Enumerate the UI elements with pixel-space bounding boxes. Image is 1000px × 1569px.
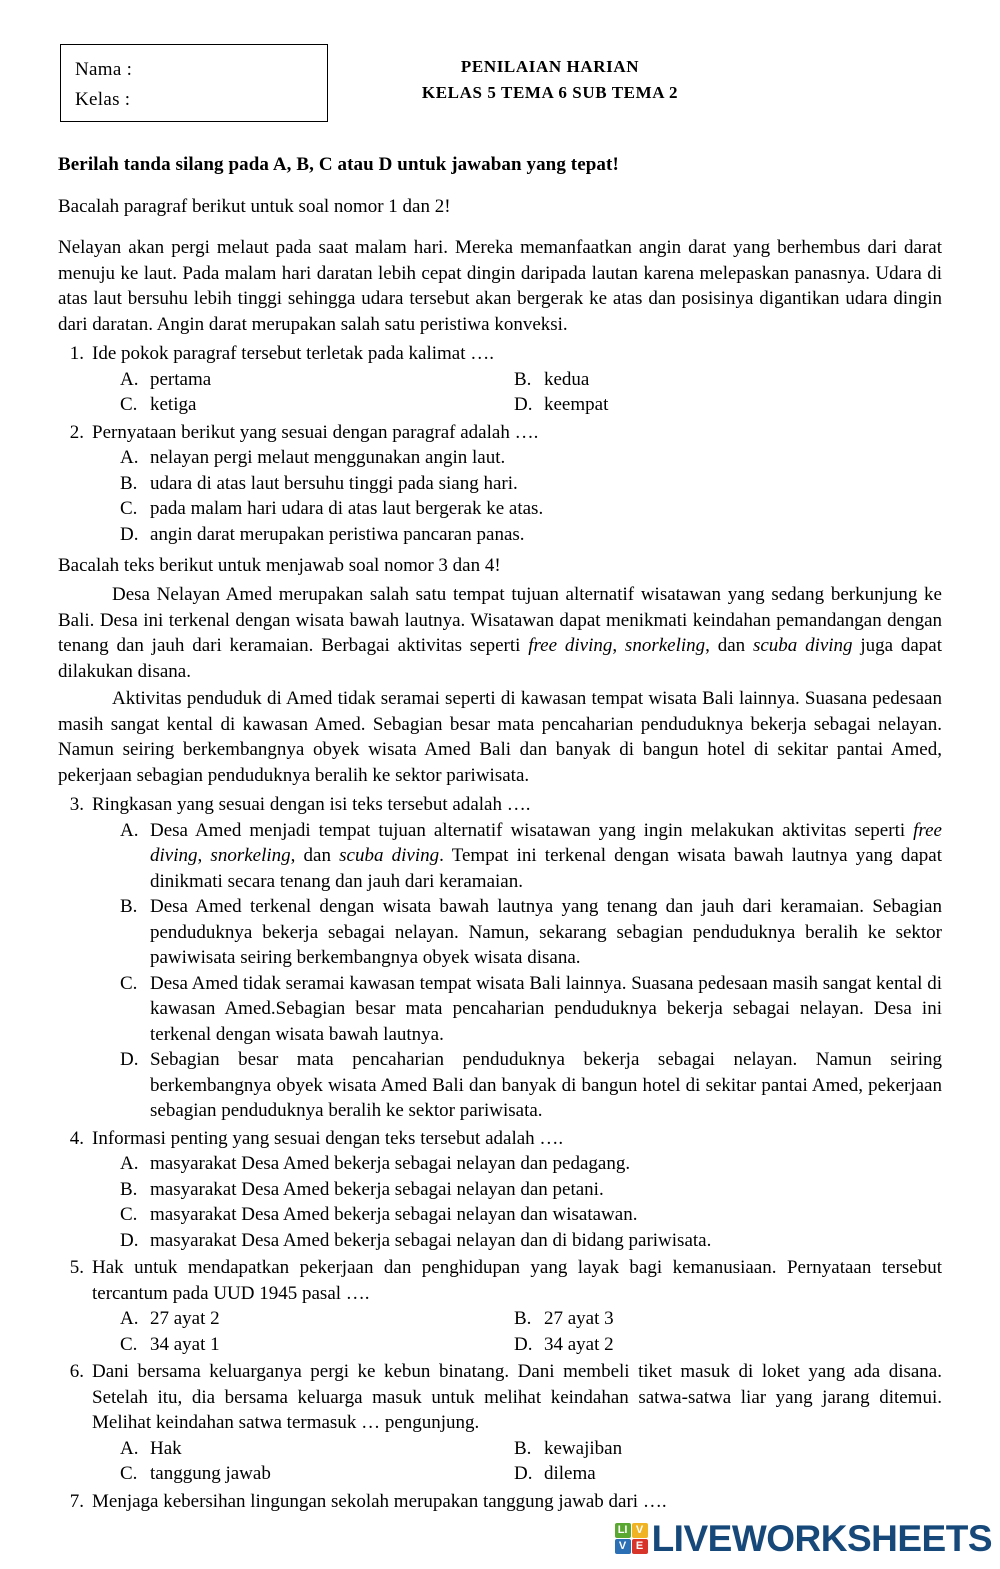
passage1-body: Nelayan akan pergi melaut pada saat malam hari. Mereka memanfaatkan angin darat yang berhembus dari darat menuju ke laut. Pada malam hari daratan lebih cepat dingin daripada lautan karena melepaskan panasnya. Udara di atas laut bersuhu lebih tinggi sehingga udara tersebut akan bergerak ke atas dan posisinya digantikan udara dingin dari daratan. Angin darat merupakan salah satu peristiwa konveksi. — [58, 237, 942, 335]
option-text: masyarakat Desa Amed bekerja sebagai nelayan dan wisatawan. — [150, 1204, 638, 1225]
option-letter: D. — [514, 394, 533, 415]
option-a[interactable] — [120, 367, 514, 393]
option-letter: A. — [120, 1308, 139, 1329]
option-d[interactable] — [514, 392, 942, 418]
option-a[interactable] — [120, 1436, 514, 1462]
question-6 — [58, 1359, 942, 1487]
option-letter: D. — [120, 523, 139, 545]
worksheet-page — [0, 44, 1000, 1569]
question-number: 4. — [69, 1127, 84, 1149]
option-a[interactable] — [120, 445, 942, 471]
question-text: Dani bersama keluarganya pergi ke kebun binatang. Dani membeli tiket masuk di loket yang ada disana. Setelah itu, dia bersama keluarga masuk untuk melihat keindahan satwa-satwa liar yang jarang ditemui. Melihat keindahan satwa termasuk … pengunjung. — [92, 1361, 942, 1433]
option-letter: C. — [120, 1333, 138, 1355]
option-b[interactable] — [120, 1177, 942, 1203]
option-d[interactable] — [514, 1461, 942, 1487]
option-text: nelayan pergi melaut menggunakan angin laut. — [150, 447, 506, 468]
option-c[interactable] — [120, 496, 942, 522]
question-number: 7. — [69, 1490, 84, 1512]
question-2 — [58, 420, 942, 548]
logo-tile-e: E — [632, 1539, 648, 1554]
option-text: keempat — [544, 394, 609, 415]
question-number: 3. — [69, 794, 84, 815]
passage1-lead: Bacalah paragraf berikut untuk soal nomor 1 dan 2! — [58, 196, 451, 217]
option-letter: C. — [120, 1204, 138, 1225]
logo-tile-li: LI — [615, 1523, 631, 1538]
question-3 — [58, 792, 942, 1124]
option-text: udara di atas laut bersuhu tinggi pada siang hari. — [150, 472, 518, 494]
option-letter: C. — [120, 1463, 138, 1484]
option-group — [120, 1436, 942, 1487]
option-letter: A. — [120, 447, 139, 468]
option-letter: D. — [120, 1229, 139, 1251]
option-letter: D. — [120, 1049, 139, 1070]
option-letter: B. — [514, 1308, 532, 1329]
liveworksheets-mark-icon — [615, 1523, 648, 1554]
logo-tile-i: V — [632, 1523, 648, 1538]
option-b[interactable] — [514, 1306, 942, 1332]
option-letter: A. — [120, 819, 139, 841]
option-letter: B. — [120, 896, 138, 917]
name-field-row[interactable] — [75, 55, 327, 85]
question-text: Ide pokok paragraf tersebut terletak pada kalimat …. — [92, 343, 494, 364]
option-b[interactable] — [120, 894, 942, 971]
passage2-p1-mid1: , — [612, 635, 625, 656]
option-b[interactable] — [514, 1436, 942, 1462]
option-c[interactable] — [120, 1202, 942, 1228]
option-text: ketiga — [150, 394, 197, 415]
question-1 — [58, 341, 942, 418]
option-text: tanggung jawab — [150, 1463, 271, 1484]
option-letter: B. — [514, 368, 532, 390]
passage2-p1-mid2: , dan — [705, 635, 753, 656]
option-text: kedua — [544, 368, 590, 390]
option-letter: C. — [120, 972, 138, 994]
option-letter: B. — [514, 1437, 532, 1459]
passage2-p1-post: juga dapat dilakukan disana. — [58, 635, 943, 682]
option-text: kewajiban — [544, 1437, 623, 1459]
option-group — [120, 445, 942, 547]
option-text: pertama — [150, 368, 212, 390]
passage2-paragraph-1 — [58, 582, 942, 684]
option-d[interactable] — [514, 1332, 942, 1358]
liveworksheets-wordmark: LIVEWORKSHEETS — [651, 1518, 992, 1559]
question-number: 2. — [69, 421, 84, 443]
title-line-1: PENILAIAN HARIAN — [460, 57, 640, 76]
option-text: masyarakat Desa Amed bekerja sebagai nelayan dan di bidang pariwisata. — [150, 1229, 712, 1251]
question-text: Informasi penting yang sesuai dengan teks tersebut adalah …. — [92, 1127, 564, 1149]
option-text: 34 ayat 1 — [150, 1333, 220, 1355]
option-a[interactable] — [120, 818, 942, 895]
worksheet-header — [0, 44, 1000, 140]
option-b[interactable] — [514, 367, 942, 393]
option-text: pada malam hari udara di atas laut bergerak ke atas. — [150, 498, 544, 519]
term-free-diving: free diving — [528, 635, 613, 656]
question-text: Menjaga kebersihan lingungan sekolah merupakan tanggung jawab dari …. — [92, 1490, 667, 1512]
question-number: 5. — [69, 1257, 84, 1278]
option-letter: C. — [120, 394, 138, 415]
page-footer — [0, 1509, 1000, 1563]
question-text: Pernyataan berikut yang sesuai dengan paragraf adalah …. — [92, 421, 539, 443]
page-title — [340, 54, 760, 106]
term-free-diving: free diving — [150, 819, 942, 866]
question-number: 6. — [69, 1361, 84, 1382]
class-label: Kelas : — [75, 89, 131, 110]
option-text: Desa Amed terkenal dengan wisata bawah lautnya yang tenang dan jauh dari keramaian. Sebagian penduduknya bekerja sebagai nelayan. Namun, sekarang sebagian penduduknya beralih ke sektor pawiwisata seiring berkembangnya obyek wisata disana. — [150, 896, 942, 968]
main-instruction: Berilah tanda silang pada A, B, C atau D untuk jawaban yang tepat! — [58, 154, 619, 175]
option-c[interactable] — [120, 1461, 514, 1487]
option-text: 34 ayat 2 — [544, 1333, 614, 1355]
title-line-2: KELAS 5 TEMA 6 SUB TEMA 2 — [421, 83, 679, 102]
question-number: 1. — [69, 343, 84, 364]
option-group — [120, 1151, 942, 1253]
option-letter: D. — [514, 1333, 533, 1355]
option-text: Desa Amed tidak seramai kawasan tempat wisata Bali lainnya. Suasana pedesaan masih sangat kental di kawasan Amed.Sebagian besar mata pencaharian penduduknya bekerja sebagai nelayan. Desa ini terkenal dengan wisata bawah lautnya. — [150, 972, 942, 1045]
option-c[interactable] — [120, 971, 942, 1048]
option-a[interactable] — [120, 1151, 942, 1177]
option-b[interactable] — [120, 471, 942, 497]
passage2-paragraph-2: Aktivitas penduduk di Amed tidak seramai seperti di kawasan tempat wisata Bali lainnya. Suasana pedesaan masih sangat kental di kawasan Amed. Sebagian besar mata pencaharian penduduknya bekerja sebagai nelayan. Namun seiring berkembangnya obyek wisata Amed Bali dan banyak di bangun hotel di sekitar pantai Amed, pekerjaan sebagian penduduknya beralih ke sektor pariwisata. — [58, 688, 942, 786]
option-c[interactable] — [120, 1332, 514, 1358]
question-text: Ringkasan yang sesuai dengan isi teks tersebut adalah …. — [92, 794, 531, 815]
option-d[interactable] — [120, 1047, 942, 1124]
option-c[interactable] — [120, 392, 514, 418]
option-text-mid2: , dan — [290, 845, 340, 866]
option-text: 27 ayat 3 — [544, 1308, 614, 1329]
option-letter: D. — [514, 1463, 533, 1484]
option-letter: B. — [120, 1178, 138, 1200]
question-text: Hak untuk mendapatkan pekerjaan dan penghidupan yang layak bagi kemanusiaan. Pernyataan tersebut tercantum pada UUD 1945 pasal …. — [92, 1257, 942, 1304]
passage2-lead: Bacalah teks berikut untuk menjawab soal nomor 3 dan 4! — [58, 555, 501, 576]
term-scuba-diving: scuba diving — [339, 845, 440, 866]
option-text: dilema — [544, 1463, 596, 1484]
option-text-pre: Desa Amed menjadi tempat tujuan alternatif wisatawan yang ingin melakukan aktivitas seperti — [150, 819, 914, 841]
option-letter: A. — [120, 1153, 139, 1174]
option-group — [120, 367, 942, 418]
option-text: angin darat merupakan peristiwa pancaran panas. — [150, 523, 525, 545]
option-text: Hak — [150, 1437, 182, 1459]
question-list-part1 — [58, 341, 942, 547]
option-d[interactable] — [120, 1228, 942, 1254]
option-letter: A. — [120, 1437, 139, 1459]
passage2-p1-pre: Desa Nelayan Amed merupakan salah satu tempat tujuan alternatif wisatawan yang sedang berkunjung ke Bali. Desa ini terkenal dengan wisata bawah lautnya. Wisatawan dapat menikmati keindahan pemandangan dengan tenang dan jauh dari keramaian. Berbagai aktivitas seperti — [58, 584, 942, 656]
term-scuba-diving: scuba diving — [752, 635, 853, 656]
class-field-row[interactable] — [75, 85, 327, 115]
option-text: Sebagian besar mata pencaharian penduduknya bekerja sebagai nelayan. Namun seiring berkembangnya obyek wisata Amed Bali dan banyak di bangun hotel di sekitar pantai Amed, pekerjaan sebagian penduduknya beralih ke sektor pariwisata. — [150, 1049, 942, 1121]
option-a[interactable] — [120, 1306, 514, 1332]
option-group — [120, 818, 942, 1124]
question-5 — [58, 1255, 942, 1357]
option-text-mid1: , — [197, 845, 211, 866]
name-label: Nama : — [75, 59, 133, 80]
term-snorkeling: snorkeling — [624, 635, 706, 656]
option-d[interactable] — [120, 522, 942, 548]
logo-tile-v: V — [615, 1539, 631, 1554]
option-text-post: . Tempat ini terkenal dengan wisata bawah lautnya yang dapat dinikmati secara tenang dan jauh dari keramaian. — [150, 845, 942, 892]
option-letter: A. — [120, 368, 139, 390]
question-4 — [58, 1126, 942, 1254]
option-text: masyarakat Desa Amed bekerja sebagai nelayan dan pedagang. — [150, 1153, 631, 1174]
option-letter: C. — [120, 498, 138, 519]
term-snorkeling: snorkeling — [210, 845, 291, 866]
question-list-part2 — [58, 792, 942, 1514]
option-group — [120, 1306, 942, 1357]
option-text: masyarakat Desa Amed bekerja sebagai nelayan dan petani. — [150, 1178, 604, 1200]
liveworksheets-logo — [615, 1520, 992, 1557]
option-text: 27 ayat 2 — [150, 1308, 220, 1329]
student-id-box — [60, 44, 328, 122]
option-letter: B. — [120, 472, 138, 494]
